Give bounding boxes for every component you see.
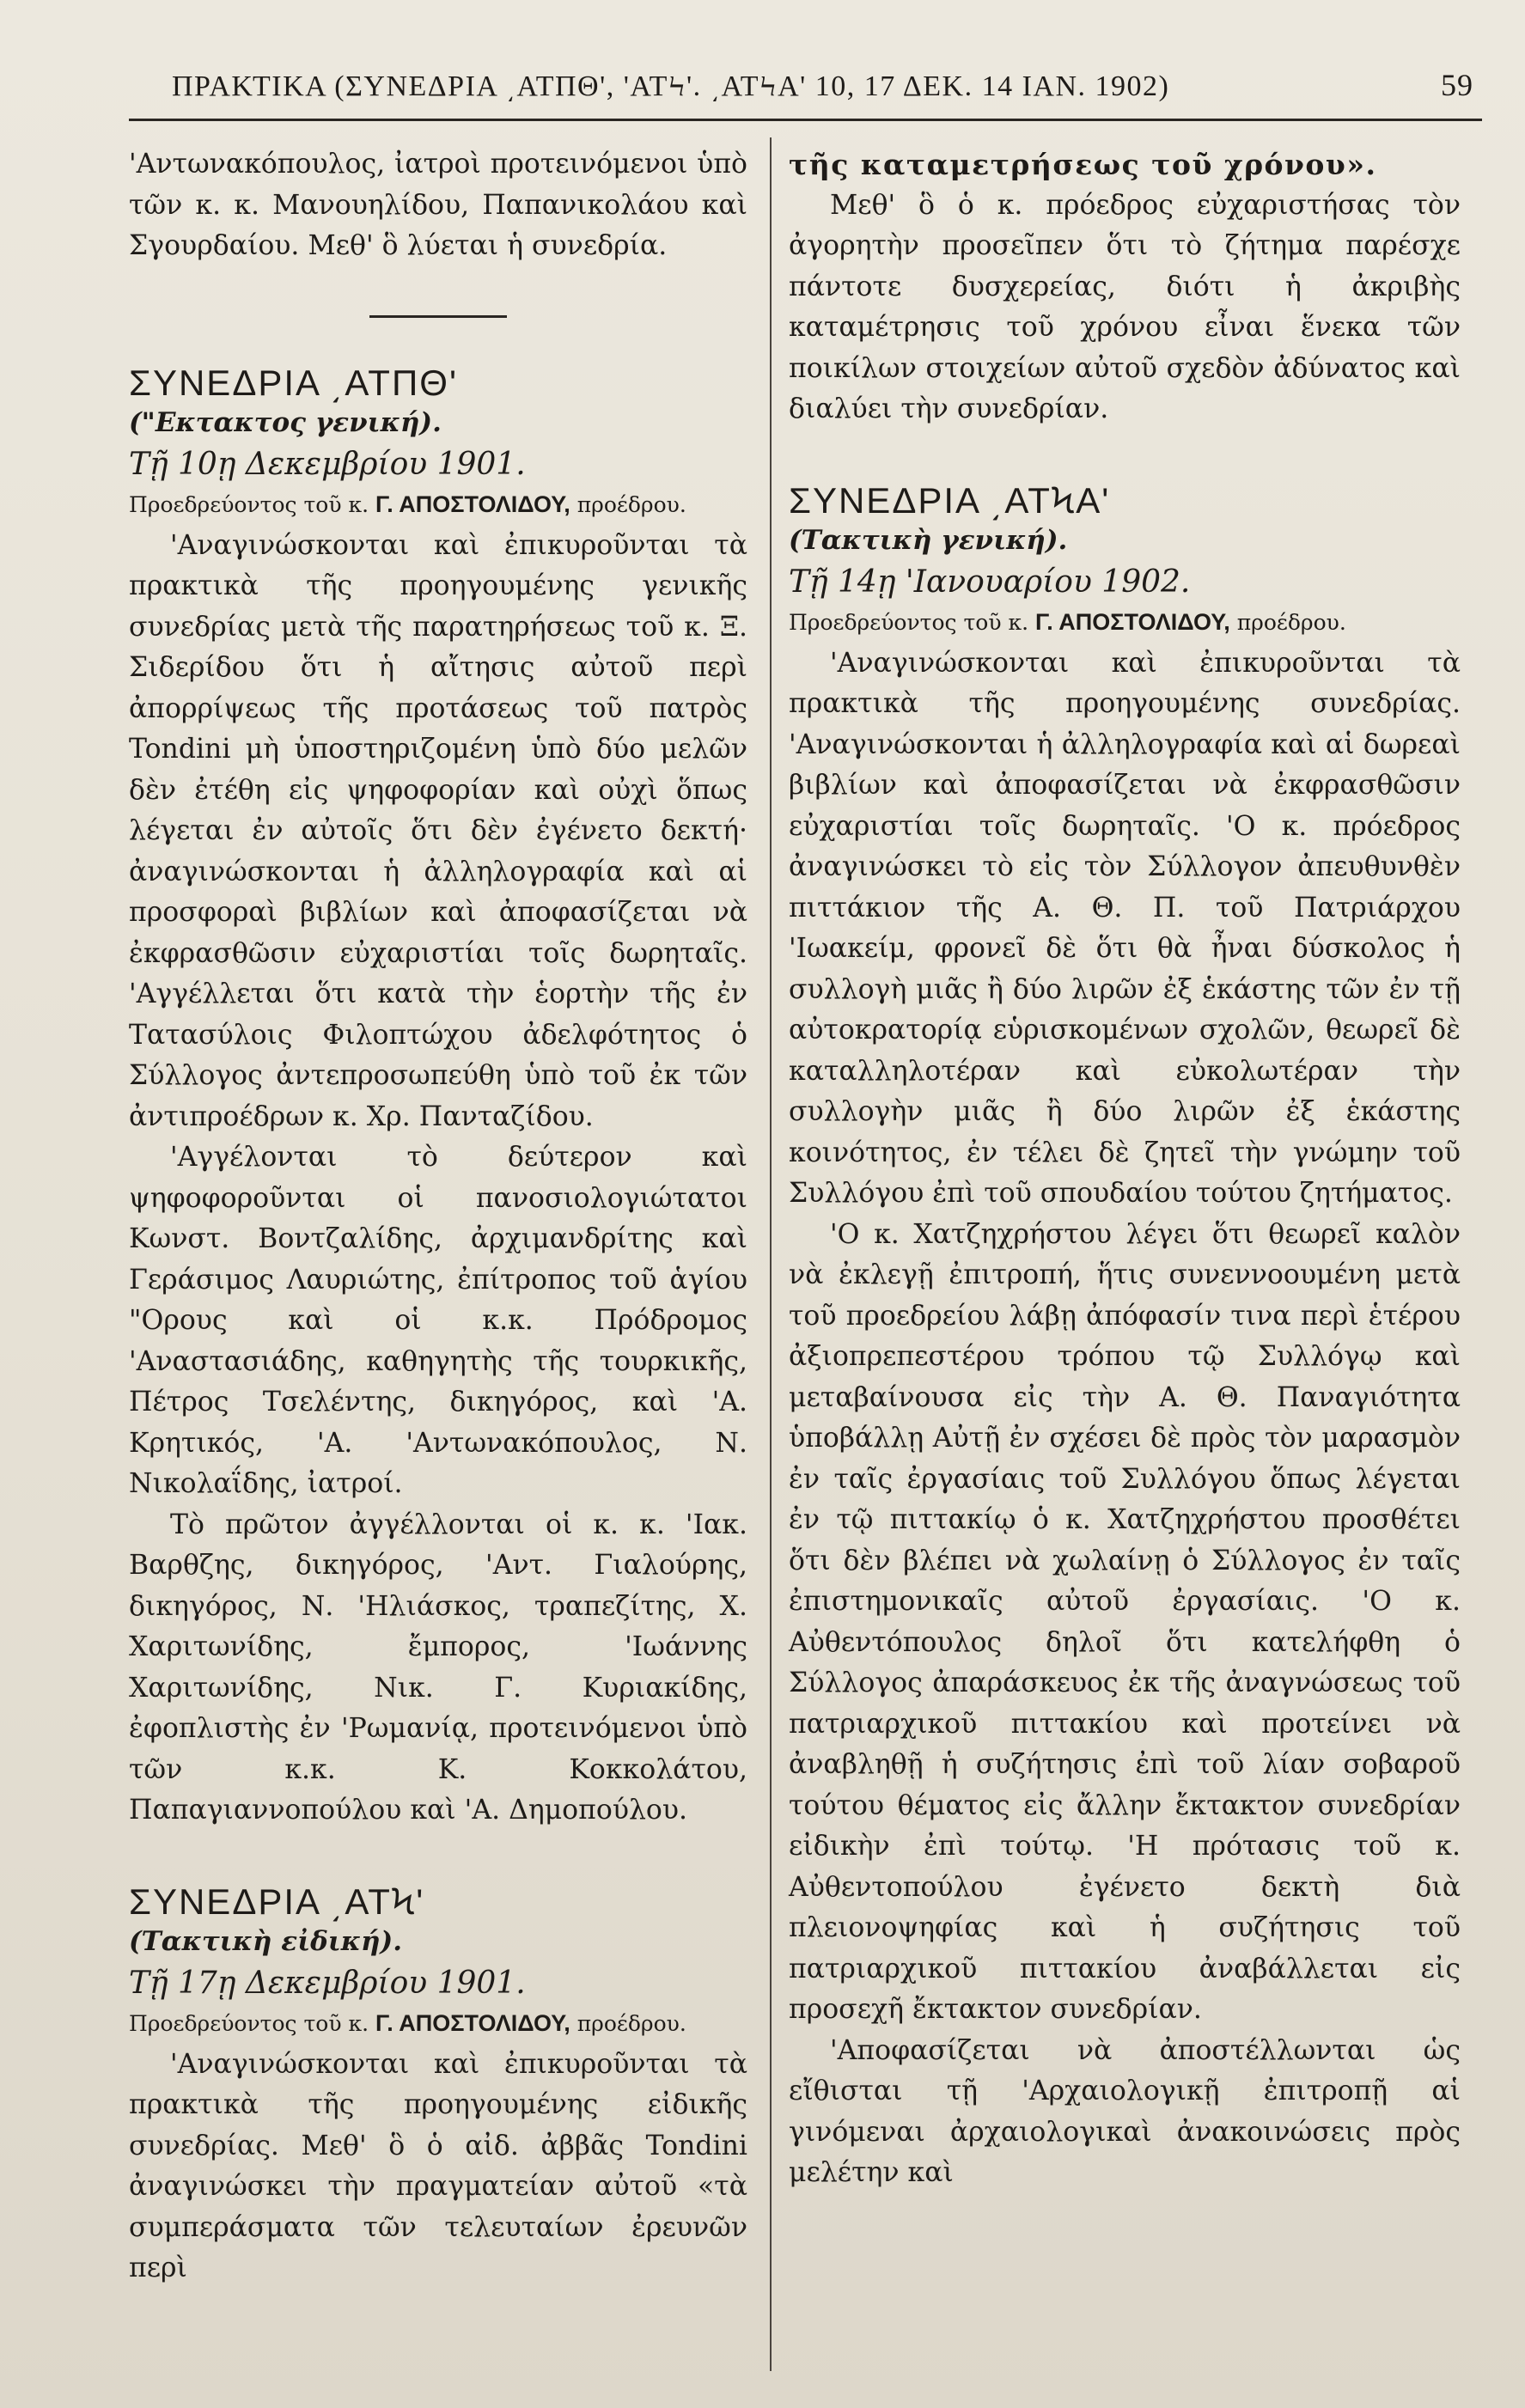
presiding-suffix: προέδρου. (576, 492, 686, 517)
left-column (129, 144, 747, 2289)
presiding-name: Γ. ΑΠΟΣΤΟΛΙΔΟΥ, (375, 491, 570, 517)
session-title: ΣΥΝΕΔΡΙΑ ͵ΑΤϞΑ' (789, 479, 1111, 521)
section-rule (369, 315, 507, 318)
session-title: ΣΥΝΕΔΡΙΑ ͵ΑΤϞ' (129, 1881, 425, 1922)
column-divider (770, 137, 772, 2371)
opening-text: 'Αντωνακόπουλος, ἰατροὶ προτεινόμενοι ὑπὸ τῶν κ. κ. Μανουηλίδου, Παπανικολάου καὶ Σγουρδαίου. Μεθ' ὃ λύεται ἡ συνεδρία. (129, 149, 747, 261)
presiding-line (129, 485, 747, 526)
paragraph: Τὸ πρῶτον ἀγγέλλονται οἱ κ. κ. 'Ιακ. Βαρθζης, δικηγόρος, 'Αντ. Γιαλούρης, δικηγόρος, Ν. 'Ηλιάσκος, τραπεζίτης, Χ. Χαριτωνίδης, ἔμπορος, 'Ιωάννης Χαριτωνίδης, Νικ. Γ. Κυριακίδης, ἐφοπλιστὴς ἐν 'Ρωμανίᾳ, προτεινόμενοι ὑπὸ τῶν κ.κ. Κ. Κοκκολάτου, Παπαγιαννοπούλου καὶ 'Α. Δημοπούλου. (129, 1509, 747, 1826)
page-number: 59 (1441, 68, 1473, 102)
paragraph: 'Αποφασίζεται νὰ ἀποστέλλωνται ὡς εἴθισται τῇ 'Αρχαιολογικῇ ἐπιτροπῇ αἱ γινόμεναι ἀρχαιολογικαὶ ἀνακοινώσεις πρὸς μελέτην καὶ (789, 2034, 1461, 2188)
paragraph: 'Αναγινώσκονται καὶ ἐπικυροῦνται τὰ πρακτικὰ τῆς προηγουμένης εἰδικῆς συνεδρίας. Μεθ' ὃ ὁ αἰδ. ἀββᾶς Tondini ἀναγινώσκει τὴν πραγματείαν αὐτοῦ «τὰ συμπεράσματα τῶν τελευταίων ἐρευνῶν περὶ (129, 2048, 747, 2283)
session-date: Τῇ 14ῃ 'Ιανουαρίου 1902. (789, 564, 1191, 600)
presiding-prefix: Προεδρεύοντος τοῦ κ. (129, 492, 369, 517)
session-date: Τῇ 17ῃ Δεκεμβρίου 1901. (129, 1965, 526, 2001)
continuation-heading: τῆς καταμετρήσεως τοῦ χρόνου». (789, 148, 1377, 181)
paragraph: 'Ο κ. Χατζηχρήστου λέγει ὅτι θεωρεῖ καλὸν νὰ ἐκλεγῇ ἐπιτροπή, ἥτις συνεννοουμένη μετὰ τοῦ προεδρείου λάβῃ ἀπόφασίν τινα περὶ ἑτέρου ἀξιοπρεπεστέρου τρόπου τῷ Συλλόγῳ καὶ μεταβαίνουσα εἰς τὴν Α. Θ. Παναγιότητα ὑποβάλλῃ Αὐτῇ ἐν σχέσει δὲ πρὸς τὸν μαρασμὸν ἐν ταῖς ἐργασίαις τοῦ Συλλόγου ὅπως λέγεται ἐν τῷ πιττακίῳ ὁ κ. Χατζηχρήστου προσθέτει ὅτι δὲν βλέπει νὰ χωλαίνῃ ὁ Σύλλογος ἐν ταῖς ἐπιστημονικαῖς αὐτοῦ ἐργασίαις. 'Ο κ. Αὐθεντόπουλος δηλοῖ ὅτι κατελήφθη ὁ Σύλλογος ἀπαράσκευος ἐκ τῆς ἀναγνώσεως τοῦ πατριαρχικοῦ πιττακίου καὶ προτείνει νὰ ἀναβληθῇ ἡ συζήτησις ἐπὶ τοῦ λίαν σοβαροῦ τούτου θέματος εἰς ἄλλην ἔκτακτον συνεδρίαν εἰδικὴν ἐπὶ τούτῳ. 'Η πρότασις τοῦ κ. Αὐθεντοπούλου ἐγένετο δεκτὴ διὰ πλειονοψηφίας καὶ ἡ συζήτησις τοῦ πατριαρχικοῦ πιττακίου ἀναβάλλεται εἰς προσεχῆ ἔκτακτον συνεδρίαν. (789, 1218, 1461, 2025)
presiding-suffix: προέδρου. (1236, 610, 1346, 635)
session-type: (Τακτικὴ γενική). (789, 525, 1068, 556)
presiding-name: Γ. ΑΠΟΣΤΟΛΙΔΟΥ, (1035, 609, 1230, 635)
session-date: Τῇ 10ῃ Δεκεμβρίου 1901. (129, 446, 526, 482)
continuation-text: Μεθ' ὃ ὁ κ. πρόεδρος εὐχαριστήσας τὸν ἀγορητὴν προσεῖπεν ὅτι τὸ ζήτημα παρέσχε πάντοτε δυσχερείας, διότι ἡ ἀκριβὴς καταμέτρησις τοῦ χρόνου εἶναι ἕνεκα τῶν ποικίλων στοιχείων αὐτοῦ σχεδὸν ἀδύνατος καὶ διαλύει τὴν συνεδρίαν. (789, 189, 1461, 424)
session-2 (129, 1881, 747, 2289)
presiding-line (789, 602, 1461, 643)
paragraph: 'Αναγινώσκονται καὶ ἐπικυροῦνται τὰ πρακτικὰ τῆς προηγουμένης συνεδρίας. 'Αναγινώσκονται ἡ ἀλληλογραφία καὶ αἱ δωρεαὶ βιβλίων καὶ ἀποφασίζεται νὰ ἐκφρασθῶσιν εὐχαριστίαι τοῖς δωρηταῖς. 'Ο κ. πρόεδρος ἀναγινώσκει τὸ εἰς τὸν Σύλλογον ἀπευθυνθὲν πιττάκιον τῆς Α. Θ. Π. τοῦ Πατριάρχου 'Ιωακείμ, φρονεῖ δὲ ὅτι θὰ ἦναι δύσκολος ἡ συλλογὴ μιᾶς ἢ δύο λιρῶν ἐξ ἑκάστης τῶν ἐν τῇ αὐτοκρατορίᾳ εὑρισκομένων σχολῶν, θεωρεῖ δὲ καταλληλοτέραν καὶ εὐκολωτέραν τὴν συλλογὴν μιᾶς ἢ δύο λιρῶν ἐξ ἑκάστης κοινότητος, ἐν τέλει δὲ ζητεῖ τὴν γνώμην τοῦ Συλλόγου ἐπὶ τοῦ σπουδαίου τούτου ζητήματος. (789, 647, 1461, 1209)
header-rule (129, 119, 1482, 121)
session-1 (129, 363, 747, 1832)
running-title: ΠΡΑΚΤΙΚΑ (ΣΥΝΕΔΡΙΑ ͵ΑΤΠΘ', 'ΑΤϞ'. ͵ΑΤϞΑ' 10, 17 ΔΕΚ. 14 ΙΑΝ. 1902) (172, 70, 1170, 102)
page-header (172, 67, 1473, 103)
session-3 (789, 480, 1461, 2194)
presiding-name: Γ. ΑΠΟΣΤΟΛΙΔΟΥ, (375, 2010, 570, 2036)
right-column (789, 144, 1461, 2194)
paragraph: 'Αναγινώσκονται καὶ ἐπικυροῦνται τὰ πρακτικὰ τῆς προηγουμένης γενικῆς συνεδρίας μετὰ τῆς παρατηρήσεως τοῦ κ. Ξ. Σιδερίδου ὅτι ἡ αἴτησις αὐτοῦ περὶ ἀπορρίψεως τῆς προτάσεως τοῦ πατρὸς Tondini μὴ ὑποστηριζομένη ὑπὸ δύο μελῶν δὲν ἐτέθη εἰς ψηφοφορίαν καὶ οὐχὶ ὅπως λέγεται ἐν αὐτοῖς ὅτι δὲν ἐγένετο δεκτή· ἀναγινώσκονται ἡ ἀλληλογραφία καὶ αἱ προσφοραὶ βιβλίων καὶ ἀποφασίζεται νὰ ἐκφρασθῶσιν εὐχαριστίαι τοῖς δωρηταῖς. 'Αγγέλλεται ὅτι κατὰ τὴν ἑορτὴν τῆς ἐν Τατασύλοις Φιλοπτώχου ἀδελφότητος ὁ Σύλλογος ἀντεπροσωπεύθη ὑπὸ τοῦ ἐκ τῶν ἀντιπροέδρων κ. Χρ. Πανταζίδου. (129, 529, 747, 1132)
presiding-prefix: Προεδρεύοντος τοῦ κ. (789, 610, 1029, 635)
presiding-suffix: προέδρου. (576, 2011, 686, 2036)
session-type: (Τακτικὴ εἰδική). (129, 1926, 403, 1957)
presiding-prefix: Προεδρεύοντος τοῦ κ. (129, 2011, 369, 2036)
session-type: ("Εκτακτος γενική). (129, 407, 442, 438)
session-title: ΣΥΝΕΔΡΙΑ ͵ΑΤΠΘ' (129, 362, 458, 403)
paragraph: 'Αγγέλονται τὸ δεύτερον καὶ ψηφοφοροῦνται οἱ πανοσιολογιώτατοι Κωνστ. Βοντζαλίδης, ἀρχιμανδρίτης καὶ Γεράσιμος Λαυριώτης, ἐπίτροπος τοῦ ἁγίου "Ορους καὶ οἱ κ.κ. Πρόδρομος 'Αναστασιάδης, καθηγητὴς τῆς τουρκικῆς, Πέτρος Τσελέντης, δικηγόρος, καὶ 'Α. Κρητικός, 'Α. 'Αντωνακόπουλος, Ν. Νικολαΐδης, ἰατροί. (129, 1142, 747, 1499)
presiding-line (129, 2003, 747, 2045)
